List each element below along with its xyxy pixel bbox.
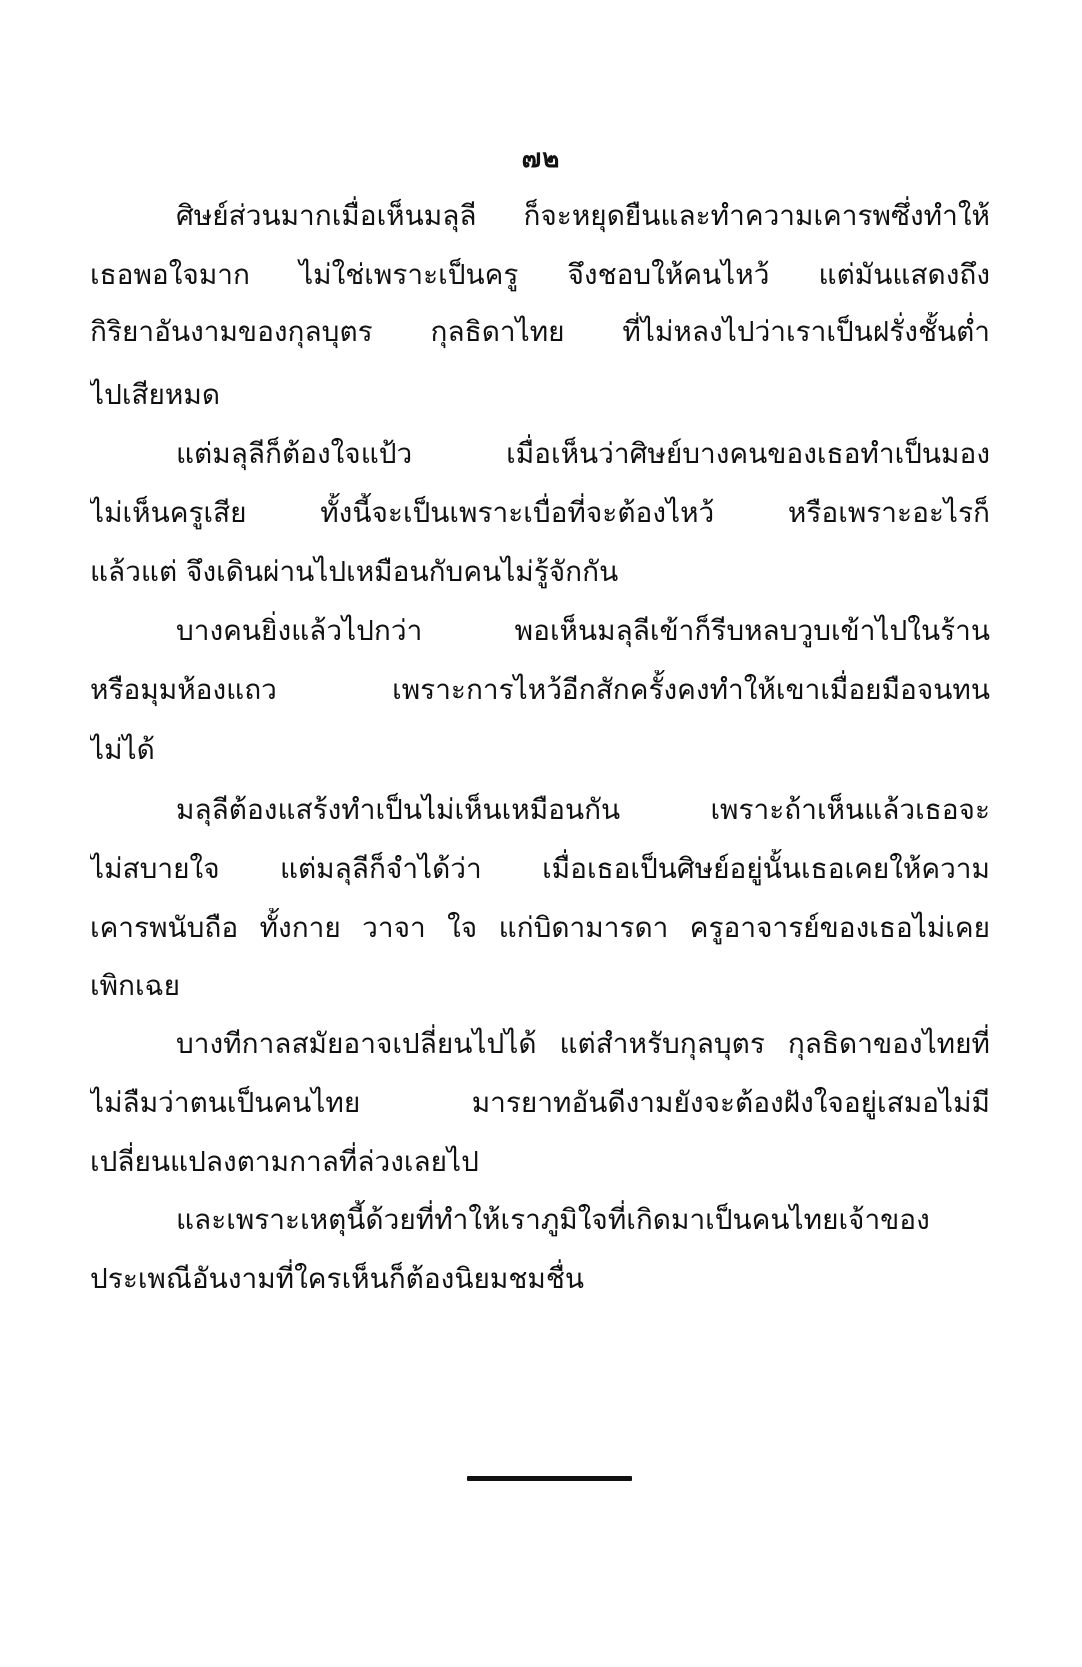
text-line: ศิษย์ส่วนมากเมื่อเห็นมลุลี ก็จะหยุดยืนและทำความเคารพซึ่งทำให้ (176, 199, 990, 232)
text-line: มลุลีต้องแสร้งทำเป็นไม่เห็นเหมือนกัน เพราะถ้าเห็นแล้วเธอจะ (176, 793, 990, 826)
text-line: เพิกเฉย (90, 969, 181, 1002)
page-number: ๗๒ (521, 144, 561, 174)
text-line: เปลี่ยนแปลงตามกาลที่ล่วงเลยไป (90, 1145, 479, 1178)
text-line: แล้วแต่ จึงเดินผ่านไปเหมือนกับคนไม่รู้จักกัน (90, 555, 619, 588)
text-line: บางทีกาลสมัยอาจเปลี่ยนไปได้ แต่สำหรับกุลบุตร กุลธิดาของไทยที่ (176, 1027, 990, 1060)
text-line: เคารพนับถือ ทั้งกาย วาจา ใจ แก่บิดามารดา ครูอาจารย์ของเธอไม่เคย (90, 911, 990, 944)
text-line: เธอพอใจมาก ไม่ใช่เพราะเป็นครู จึงชอบให้คนไหว้ แต่มันแสดงถึง (90, 258, 990, 291)
text-line: ไปเสียหมด (90, 378, 221, 411)
text-line: แต่มลุลีก็ต้องใจแป้ว เมื่อเห็นว่าศิษย์บางคนของเธอทำเป็นมอง (176, 437, 990, 470)
text-line: ไม่สบายใจ แต่มลุลีก็จำได้ว่า เมื่อเธอเป็นศิษย์อยู่นั้นเธอเคยให้ความ (90, 852, 990, 885)
text-line: บางคนยิ่งแล้วไปกว่า พอเห็นมลุลีเข้าก็รีบหลบวูบเข้าไปในร้าน (176, 614, 990, 647)
end-rule (467, 1476, 632, 1481)
text-line: กิริยาอันงามของกุลบุตร กุลธิดาไทย ที่ไม่หลงไปว่าเราเป็นฝรั่งชั้นต่ำ (90, 315, 990, 348)
text-line: ไม่ลืมว่าตนเป็นคนไทย มารยาทอันดีงามยังจะต้องฝังใจอยู่เสมอไม่มี (90, 1086, 990, 1119)
text-line: ไม่ได้ (90, 733, 155, 766)
text-line: หรือมุมห้องแถว เพราะการไหว้อีกสักครั้งคงทำให้เขาเมื่อยมือจนทน (90, 673, 990, 706)
text-line: ประเพณีอันงามที่ใครเห็นก็ต้องนิยมชมชื่น (90, 1262, 584, 1295)
text-line: ไม่เห็นครูเสีย ทั้งนี้จะเป็นเพราะเบื่อที่จะต้องไหว้ หรือเพราะอะไรก็ (90, 496, 990, 529)
text-line: และเพราะเหตุนี้ด้วยที่ทำให้เราภูมิใจที่เกิดมาเป็นคนไทยเจ้าของ (176, 1203, 930, 1236)
